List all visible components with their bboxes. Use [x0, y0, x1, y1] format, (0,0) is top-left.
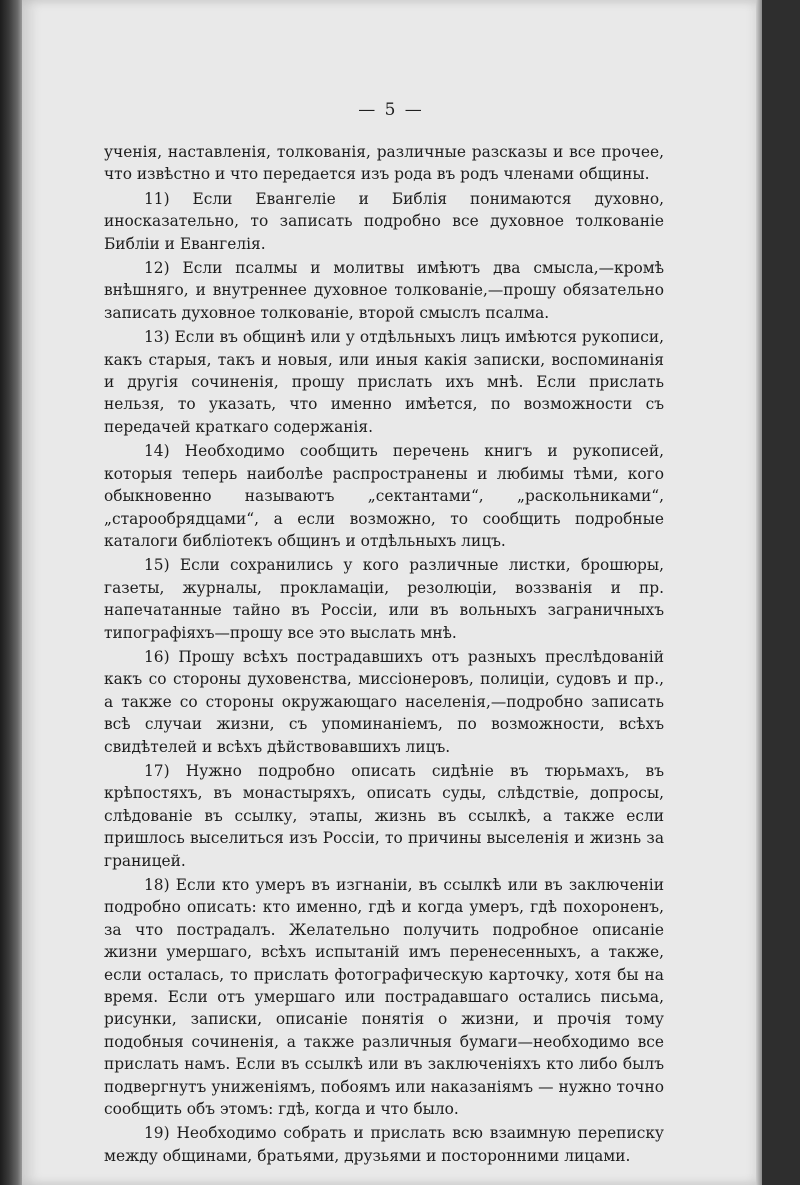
paragraph-13: 13) Если въ общинѣ или у отдѣльныхъ лицъ имѣются рукописи, какъ старыя, такъ и новыя, или иныя какія записки, воспоминанія и другія сочиненія, прошу прислать ихъ мнѣ. Если прислать нельзя, то указать, что именно имѣется, по возможности съ передачей краткаго содержанія. — [104, 328, 664, 436]
page-body — [104, 141, 664, 1169]
page-right-edge — [756, 0, 762, 1185]
paragraph-15: 15) Если сохранились у кого различные листки, брошюры, газеты, журналы, прокламаціи, резолюціи, воззванія и пр. напечатанные тайно въ Россіи, или въ вольныхъ заграничныхъ типографіяхъ—прошу все это выслать мнѣ. — [104, 556, 664, 642]
book-binding-edge — [0, 0, 22, 1185]
paragraph-17: 17) Нужно подробно описать сидѣніе въ тюрьмахъ, въ крѣпостяхъ, въ монастыряхъ, описать суды, слѣдствіе, допросы, слѣдованіе въ ссылку, этапы, жизнь въ ссылкѣ, а также если пришлось выселиться изъ Россіи, то причины выселенія и жизнь за границей. — [104, 761, 664, 870]
paragraph-16: 16) Прошу всѣхъ пострадавшихъ отъ разныхъ преслѣдованій какъ со стороны духовенства, миссіонеровъ, полиціи, судовъ и пр., а также со стороны окружающаго населенія,—подробно записать всѣ случаи жизни, съ упоминаніемъ, по возможности, всѣхъ свидѣтелей и всѣхъ дѣйствовавшихъ лицъ. — [104, 647, 664, 756]
paragraph-14: 14) Необходимо сообщить перечень книгъ и рукописей, которыя теперь наиболѣе распространены и любимы тѣми, кого обыкновенно называютъ „сектантами“, „раскольниками“, „старообрядцами“, а если возможно, то сообщить подробные каталоги библіотекъ общинъ и отдѣльныхъ лицъ. — [104, 442, 664, 550]
paragraph-18: 18) Если кто умеръ въ изгнаніи, въ ссылкѣ или въ заключеніи подробно описать: кто именно, гдѣ и когда умеръ, гдѣ похороненъ, за что пострадалъ. Желательно получить подробное описаніе жизни умершаго, всѣхъ испытаній имъ перенесенныхъ, а также, если осталась, то прислать фотографическую карточку, хотя бы на время. Если отъ умершаго или пострадавшаго остались письма, рисунки, записки, описаніе понятія о жизни, и прочія тому подобныя сочиненія, а также различныя бумаги—необходимо все прислать намъ. Если въ ссылкѣ или въ заключеніяхъ кто либо былъ подвергнутъ униженіямъ, побоямъ или наказаніямъ — нужно точно сообщить объ этомъ: гдѣ, когда и что было. — [104, 876, 664, 1119]
document-page — [22, 0, 760, 1185]
paragraph-continuation: ученія, наставленія, толкованія, различные разсказы и все прочее, что извѣстно и что передается изъ рода въ родъ членами общины. — [104, 143, 664, 184]
paragraph-19: 19) Необходимо собрать и прислать всю взаимную переписку между общинами, братьями, друзьями и посторонними лицами. — [104, 1124, 664, 1165]
page-number: — 5 — — [358, 100, 424, 120]
paragraph-11: 11) Если Евангеліе и Библія понимаются духовно, иносказательно, то записать подробно все духовное толкованіе Библіи и Евангелія. — [104, 189, 664, 253]
paragraph-12: 12) Если псалмы и молитвы имѣютъ два смысла,—кромѣ внѣшняго, и внутреннее духовное толкованіе,—прошу обязательно записать духовное толкованіе, второй смыслъ псалма. — [104, 259, 664, 322]
